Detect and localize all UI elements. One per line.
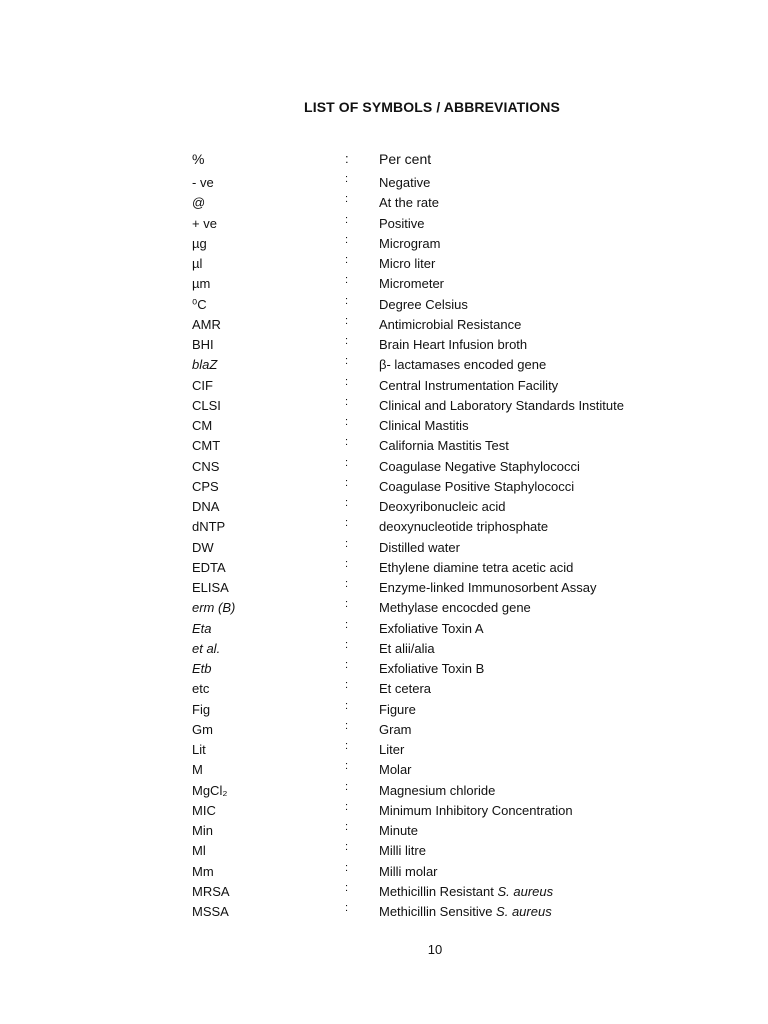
abbreviation-term: M (192, 762, 203, 778)
meaning-text: Et alii/alia (379, 640, 435, 656)
abbreviation-meaning (379, 902, 552, 922)
abbreviation-term: dNTP (192, 519, 226, 535)
abbreviation-row (192, 315, 662, 335)
abbreviation-row (192, 396, 662, 416)
abbreviation-meaning (379, 578, 596, 598)
abbreviation-term: Lit (192, 742, 206, 757)
abbreviation-meaning (379, 619, 484, 639)
abbreviation-term: µl (192, 256, 203, 271)
abbreviation-row (192, 517, 662, 537)
meaning-text: Gram (379, 721, 412, 737)
abbreviation-term: BHI (192, 337, 214, 352)
separator-colon: : (345, 861, 349, 874)
abbreviation-term: - ve (192, 175, 214, 190)
separator-colon: : (345, 456, 349, 469)
abbreviation-row (192, 639, 662, 659)
abbreviation-row (192, 841, 662, 861)
separator-colon: : (345, 173, 349, 185)
abbreviation-meaning (379, 193, 439, 213)
separator-colon: : (345, 355, 349, 368)
separator-colon: : (345, 416, 349, 428)
abbreviation-meaning (379, 497, 505, 517)
abbreviation-row (192, 497, 662, 517)
abbreviation-meaning (379, 173, 430, 193)
abbreviation-meaning (379, 234, 440, 254)
abbreviation-meaning (379, 558, 573, 578)
meaning-text: At the rate (379, 195, 439, 211)
abbreviation-row (192, 781, 662, 801)
abbreviation-term: erm (B) (192, 600, 236, 616)
meaning-text: Et cetera (379, 681, 432, 697)
abbreviation-row (192, 477, 662, 497)
abbreviation-meaning (379, 679, 431, 699)
meaning-species-name: S. aureus (496, 904, 552, 919)
meaning-text: Liter (379, 742, 405, 757)
abbreviation-row (192, 882, 662, 902)
abbreviation-row (192, 578, 662, 598)
abbreviation-row (192, 295, 662, 315)
meaning-text: Magnesium chloride (379, 782, 496, 798)
meaning-text: Minute (379, 823, 419, 838)
separator-colon: : (345, 476, 349, 489)
abbreviation-term: Min (192, 823, 213, 838)
abbreviation-meaning (379, 416, 469, 436)
abbreviation-term: % (192, 151, 205, 167)
separator-colon: : (345, 274, 349, 287)
meaning-text: Degree Celsius (379, 296, 468, 312)
abbreviation-row (192, 274, 662, 294)
abbreviation-term: CNS (192, 458, 220, 474)
abbreviation-meaning (379, 355, 546, 375)
separator-colon: : (345, 618, 349, 631)
abbreviation-meaning (379, 659, 484, 679)
meaning-text: Per cent (379, 151, 432, 167)
abbreviation-term: DW (192, 539, 214, 555)
abbreviation-meaning (379, 477, 574, 497)
meaning-text: Figure (379, 701, 416, 717)
abbreviation-meaning (379, 821, 418, 841)
separator-colon: : (345, 537, 349, 550)
meaning-text: Coagulase Negative Staphylococci (379, 458, 580, 474)
separator-colon: : (345, 902, 349, 914)
meaning-text: deoxynucleotide triphosphate (379, 519, 549, 535)
meaning-text: Brain Heart Infusion broth (379, 337, 528, 352)
abbreviation-row (192, 335, 662, 355)
separator-colon: : (345, 497, 349, 509)
meaning-text: Micro liter (379, 256, 436, 271)
abbreviation-meaning (379, 396, 624, 416)
separator-colon: : (345, 294, 349, 307)
separator-colon: : (345, 719, 349, 732)
abbreviation-meaning (379, 457, 580, 477)
abbreviation-meaning (379, 436, 509, 456)
separator-colon: : (345, 151, 349, 166)
meaning-text: Distilled water (379, 539, 460, 555)
abbreviation-meaning (379, 274, 444, 294)
meaning-text: Milli molar (379, 863, 438, 879)
separator-colon: : (345, 557, 349, 570)
abbreviation-term: Eta (192, 620, 212, 636)
abbreviation-term: Gm (192, 721, 213, 737)
separator-colon: : (345, 821, 349, 833)
abbreviation-meaning (379, 841, 426, 861)
abbreviation-meaning (379, 598, 531, 618)
meaning-text: Milli litre (379, 843, 426, 859)
abbreviation-row (192, 659, 662, 679)
page-number: 10 (427, 942, 443, 957)
abbreviation-meaning (379, 740, 404, 760)
abbreviation-meaning (379, 517, 548, 537)
separator-colon: : (345, 699, 349, 712)
abbreviation-row (192, 598, 662, 618)
abbreviation-meaning (379, 760, 412, 780)
meaning-text: California Mastitis Test (379, 438, 509, 454)
meaning-text: Ethylene diamine tetra acetic acid (379, 559, 574, 575)
meaning-text: Methicillin Resistant (379, 883, 498, 899)
abbreviation-term: EDTA (192, 559, 226, 575)
separator-colon: : (345, 335, 349, 347)
abbreviation-row (192, 760, 662, 780)
page-title: LIST OF SYMBOLS / ABBREVIATIONS (304, 99, 560, 115)
abbreviation-row (192, 436, 662, 456)
abbreviation-row (192, 538, 662, 558)
abbreviation-term: µg (192, 235, 207, 251)
abbreviation-row (192, 416, 662, 436)
abbreviation-term: @ (192, 195, 206, 211)
abbreviation-term: CM (192, 418, 213, 433)
abbreviation-meaning (379, 538, 460, 558)
abbreviation-term: CLSI (192, 397, 221, 413)
meaning-text: Exfoliative Toxin B (379, 661, 485, 676)
abbreviation-meaning (379, 700, 416, 720)
abbreviation-term: µm (192, 276, 211, 292)
abbreviation-row (192, 801, 662, 821)
separator-colon: : (345, 254, 349, 266)
abbreviation-term: Fig (192, 701, 211, 717)
abbreviation-term: MSSA (192, 904, 229, 919)
meaning-text: Methicillin Sensitive (379, 904, 497, 919)
separator-colon: : (345, 314, 349, 327)
abbreviation-term: CPS (192, 478, 219, 494)
abbreviation-meaning (379, 335, 527, 355)
abbreviation-row (192, 214, 662, 234)
abbreviation-row (192, 376, 662, 396)
meaning-text: Micrometer (379, 276, 445, 292)
abbreviation-term: Mm (192, 863, 214, 879)
abbreviation-term: MRSA (192, 883, 230, 899)
abbreviation-meaning (379, 639, 435, 659)
abbreviation-row (192, 720, 662, 740)
separator-colon: : (345, 841, 349, 854)
abbreviation-row (192, 619, 662, 639)
abbreviation-meaning (379, 148, 431, 170)
separator-colon: : (345, 395, 349, 408)
abbreviation-meaning (379, 801, 573, 821)
meaning-text: Molar (379, 762, 412, 778)
abbreviation-meaning (379, 254, 435, 274)
abbreviation-term: Ml (192, 843, 206, 859)
meaning-text: Deoxyribonucleic acid (379, 499, 506, 514)
abbreviation-row (192, 254, 662, 274)
meaning-text: Enzyme-linked Immunosorbent Assay (379, 580, 597, 595)
abbreviation-meaning (379, 781, 495, 801)
meaning-text: Coagulase Positive Staphylococci (379, 478, 575, 494)
abbreviation-meaning (379, 862, 438, 882)
abbreviation-row (192, 234, 662, 254)
abbreviation-term: + ve (192, 215, 217, 231)
meaning-text: Exfoliative Toxin A (379, 620, 484, 636)
meaning-text: Negative (379, 175, 431, 190)
abbreviation-meaning (379, 720, 412, 740)
separator-colon: : (345, 193, 349, 206)
separator-colon: : (345, 800, 349, 813)
separator-colon: : (345, 638, 349, 651)
separator-colon: : (345, 881, 349, 894)
abbreviation-meaning (379, 214, 425, 234)
abbreviation-term: etc (192, 681, 210, 697)
abbreviation-row (192, 148, 662, 173)
abbreviation-row (192, 457, 662, 477)
abbreviation-term: AMR (192, 316, 221, 332)
abbreviation-term: MgCl₂ (192, 782, 228, 798)
abbreviation-row (192, 700, 662, 720)
separator-colon: : (345, 213, 349, 226)
meaning-text: Positive (379, 215, 425, 231)
abbreviation-meaning (379, 882, 553, 902)
abbreviation-term: ⁰C (192, 296, 207, 312)
meaning-text: Central Instrumentation Facility (379, 377, 559, 393)
separator-colon: : (345, 517, 349, 530)
meaning-text: Antimicrobial Resistance (379, 316, 522, 332)
separator-colon: : (345, 659, 349, 671)
abbreviation-meaning (379, 295, 468, 315)
abbreviation-meaning (379, 376, 558, 396)
abbreviation-term: CMT (192, 438, 221, 454)
abbreviation-term: MIC (192, 802, 216, 818)
abbreviation-term: blaZ (192, 357, 218, 373)
meaning-text: Clinical Mastitis (379, 418, 469, 433)
separator-colon: : (345, 375, 349, 388)
separator-colon: : (345, 436, 349, 449)
meaning-species-name: S. aureus (497, 883, 554, 899)
abbreviation-meaning (379, 315, 521, 335)
abbreviation-row (192, 355, 662, 375)
abbreviation-row (192, 902, 662, 922)
meaning-text: Clinical and Laboratory Standards Institute (379, 397, 624, 413)
meaning-text: Minimum Inhibitory Concentration (379, 802, 573, 818)
separator-colon: : (345, 598, 349, 611)
separator-colon: : (345, 233, 349, 246)
abbreviation-row (192, 173, 662, 193)
abbreviation-term: ELISA (192, 580, 229, 595)
meaning-text: Microgram (379, 235, 441, 251)
abbreviation-list (192, 148, 662, 922)
meaning-text: Methylase encocded gene (379, 600, 531, 616)
abbreviation-row (192, 862, 662, 882)
abbreviation-row (192, 821, 662, 841)
abbreviation-term: DNA (192, 499, 220, 514)
abbreviation-term: et al. (192, 640, 221, 656)
abbreviation-row (192, 679, 662, 699)
separator-colon: : (345, 578, 349, 590)
separator-colon: : (345, 760, 349, 773)
abbreviation-term: CIF (192, 377, 213, 393)
meaning-text: β- lactamases encoded gene (379, 357, 547, 373)
separator-colon: : (345, 740, 349, 752)
abbreviation-row (192, 193, 662, 213)
abbreviation-term: Etb (192, 661, 212, 676)
abbreviation-row (192, 740, 662, 760)
separator-colon: : (345, 679, 349, 692)
separator-colon: : (345, 780, 349, 793)
abbreviation-row (192, 558, 662, 578)
